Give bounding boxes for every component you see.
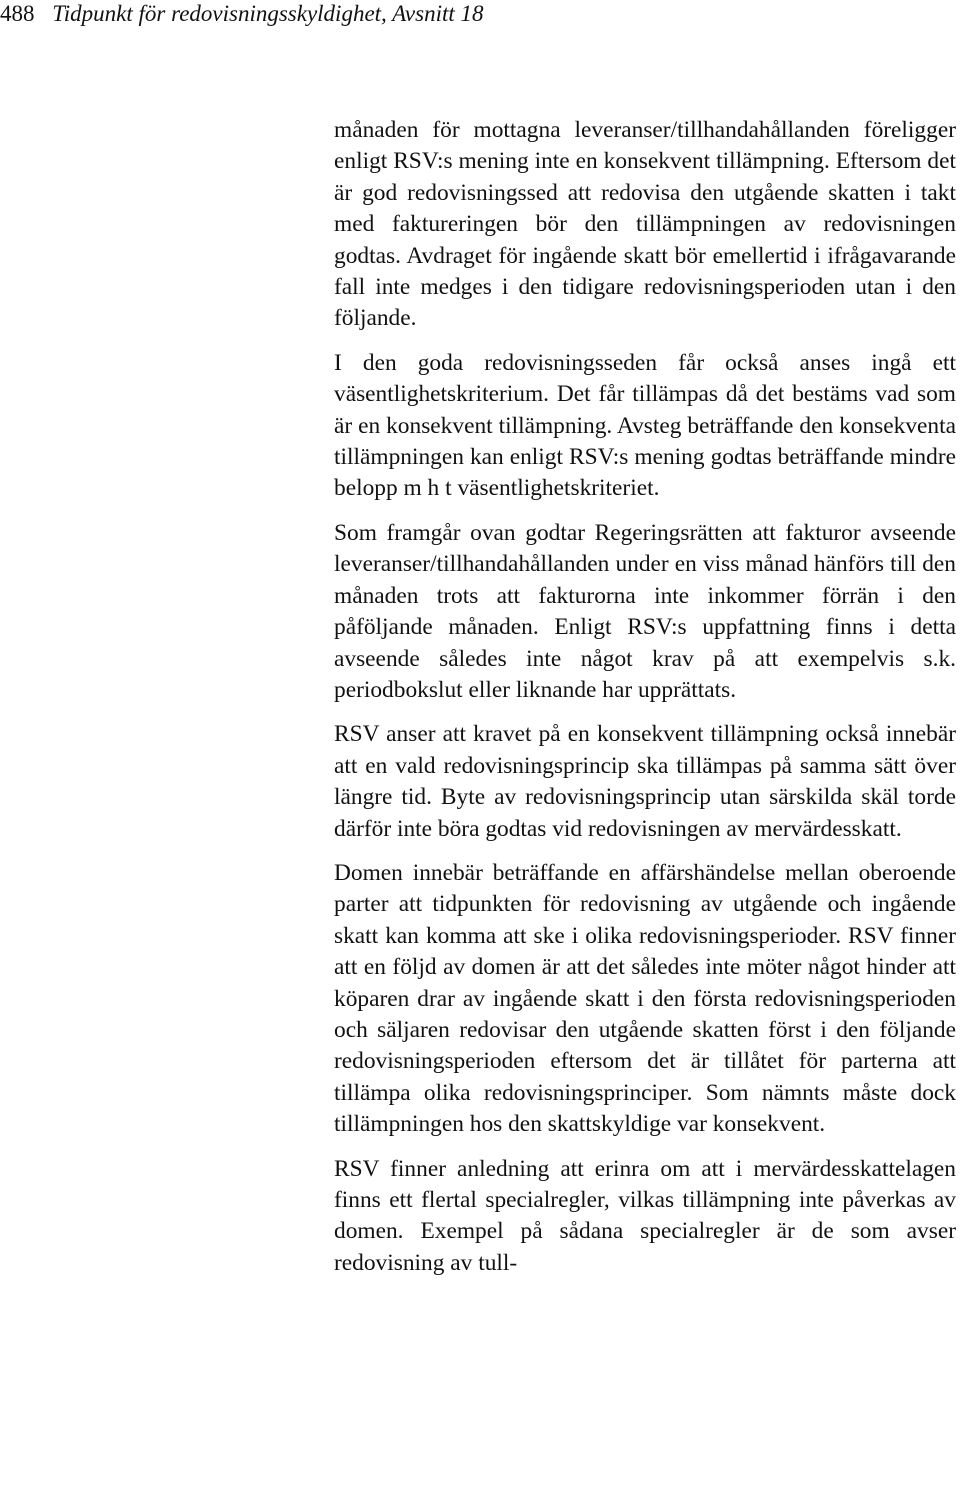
running-header-title: Tidpunkt för redovisningsskyldighet, Avsnitt 18	[52, 1, 484, 26]
paragraph: Domen innebär beträffande en affärshändelse mellan oberoende parter att tidpunkten för redovisning av utgående och ingående skatt kan komma att ske i olika redovisningsperioder. RSV finner att en följd av domen är att det således inte möter något hinder att köparen drar av ingående skatt i den första redovisningsperioden och säljaren redovisar den utgående skatten först i den följande redovisningsperioden eftersom det är tillåtet för parterna att tillämpa olika redovisningsprinciper. Som nämnts måste dock tillämpningen hos den skattskyldige var konsekvent.	[334, 859, 956, 1138]
paragraph: månaden för mottagna leveranser/tillhandahållanden föreligger enligt RSV:s mening inte en konsekvent tillämpning. Eftersom det är god redovisningssed att redovisa den utgående skatten i takt med faktureringen bör den tillämpningen av redovisningen godtas. Avdraget för ingående skatt bör emellertid i ifrågavarande fall inte medges i den tidigare redovisningsperioden utan i den följande.	[334, 117, 956, 332]
page-number: 488	[0, 1, 35, 26]
paragraph: I den goda redovisningsseden får också anses ingå ett väsentlighetskriterium. Det får tillämpas då det bestäms vad som är en konsekvent tillämpning. Avsteg beträffande den konsekventa tillämpningen kan enligt RSV:s mening godtas beträffande mindre belopp m h t väsentlighetskriteriet.	[334, 349, 956, 502]
body-text	[334, 115, 956, 1279]
page-header	[0, 0, 484, 28]
paragraph: RSV anser att kravet på en konsekvent tillämpning också innebär att en vald redovisningsprincip ska tillämpas på samma sätt över längre tid. Byte av redovisningsprincip utan särskilda skäl torde därför inte böra godtas vid redovisningen av mervärdesskatt.	[334, 721, 956, 842]
paragraph: Som framgår ovan godtar Regeringsrätten att fakturor avseende leveranser/tillhandahållanden under en viss månad hänförs till den månaden trots att fakturorna inte inkommer förrän i den påföljande månaden. Enligt RSV:s uppfattning finns i detta avseende således inte något krav på att exempelvis s.k. periodbokslut eller liknande har upprättats.	[334, 519, 956, 703]
paragraph: RSV finner anledning att erinra om att i mervärdesskattelagen finns ett flertal specialregler, vilkas tillämpning inte påverkas av domen. Exempel på sådana specialregler är de som avser redovisning av tull-	[334, 1155, 956, 1276]
